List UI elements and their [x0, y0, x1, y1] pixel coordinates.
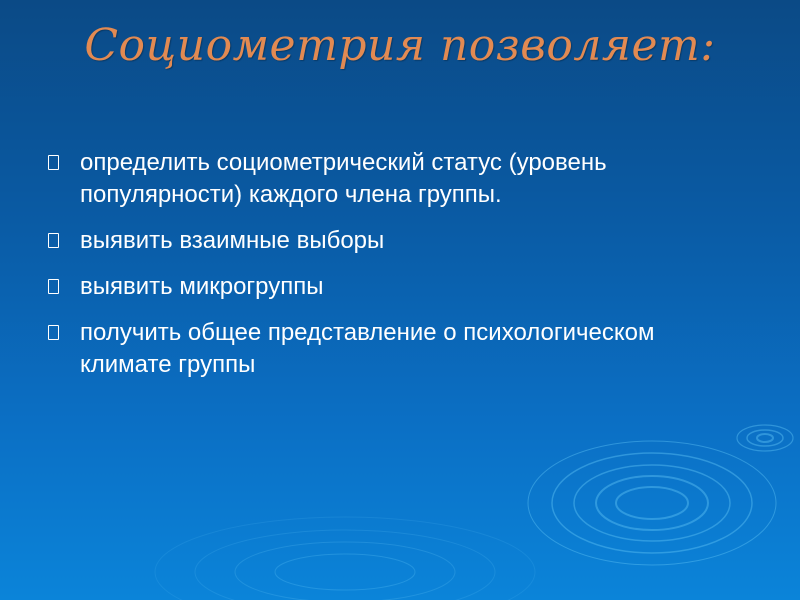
ripple-ring — [737, 425, 793, 451]
bullet-text: определить социометрический статус (уровень популярности) каждого члена группы. — [80, 149, 607, 208]
ripple-ring — [757, 434, 773, 442]
ripple-ring — [275, 554, 415, 590]
bullet-marker-icon — [48, 325, 59, 340]
ripple-ring — [596, 476, 708, 530]
ripple-ring — [235, 542, 455, 600]
bullet-item — [48, 317, 738, 381]
bullet-list — [48, 147, 738, 395]
bullet-item — [48, 225, 738, 257]
ripple-ring — [528, 441, 776, 565]
bullet-item — [48, 271, 738, 303]
bullet-marker-icon — [48, 279, 59, 294]
ripple-ring — [616, 487, 688, 519]
bullet-marker-icon — [48, 233, 59, 248]
ripple-ring — [747, 430, 783, 446]
ripple-ring — [552, 453, 752, 553]
bullet-text: получить общее представление о психологическом климате группы — [80, 319, 655, 378]
slide-title: Социометрия позволяет: — [84, 20, 716, 71]
bullet-text: выявить микрогруппы — [80, 273, 324, 300]
bullet-item — [48, 147, 738, 211]
bullet-text: выявить взаимные выборы — [80, 227, 385, 254]
ripple-ring — [155, 517, 535, 600]
bullet-marker-icon — [48, 155, 59, 170]
